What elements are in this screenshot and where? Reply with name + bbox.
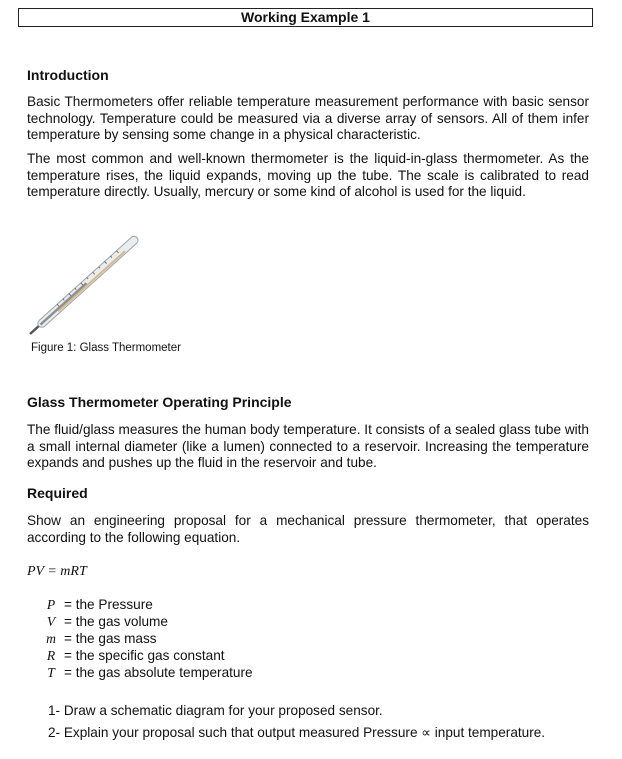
variable-description: = the Pressure [64, 597, 153, 612]
glass-thermometer-image [27, 228, 147, 343]
task-item: 1- Draw a schematic diagram for your proposed sensor. [48, 703, 383, 718]
variable-symbol: R [46, 648, 56, 663]
variable-row [38, 664, 253, 681]
intro-paragraph-1: Basic Thermometers offer reliable temperature measurement performance with basic sensor technology. Temperature could be measured via a diverse array of sensors. All of them infer temperature by sensing some change in a physical characteristic. [27, 94, 589, 142]
principle-paragraph: The fluid/glass measures the human body temperature. It consists of a sealed glass tube with a small internal diameter (like a lumen) connected to a reservoir. Increasing the temperature expands and pushes up the fluid in the reservoir and tube. [27, 422, 589, 470]
variable-description: = the gas mass [64, 631, 157, 646]
variable-row [38, 647, 253, 664]
variable-description: = the gas volume [64, 614, 168, 629]
task-list [48, 702, 545, 746]
equation: PV = mRT [27, 564, 87, 579]
variable-symbol: P [46, 597, 56, 612]
required-paragraph: Show an engineering proposal for a mechanical pressure thermometer, that operates according to the following equation. [27, 513, 589, 545]
variable-symbol: m [46, 631, 56, 646]
variable-description: = the specific gas constant [64, 648, 225, 663]
variable-symbol: T [47, 665, 55, 680]
required-heading: Required [27, 485, 88, 501]
variable-row [38, 630, 253, 647]
variable-symbol: V [46, 614, 56, 629]
principle-heading: Glass Thermometer Operating Principle [27, 394, 292, 410]
variable-row [38, 596, 253, 613]
variable-row [38, 613, 253, 630]
variable-description: = the gas absolute temperature [64, 665, 253, 680]
intro-paragraph-2: The most common and well-known thermometer is the liquid-in-glass thermometer. As the temperature rises, the liquid expands, moving up the tube. The scale is calibrated to read temperature directly. Usually, mercury or some kind of alcohol is used for the liquid. [27, 151, 589, 199]
task-item: 2- Explain your proposal such that output measured Pressure ∝ input temperature. [48, 725, 546, 740]
figure-caption: Figure 1: Glass Thermometer [31, 342, 181, 354]
page-title: Working Example 1 [18, 8, 593, 27]
variable-list [38, 596, 253, 681]
intro-heading: Introduction [27, 67, 109, 83]
